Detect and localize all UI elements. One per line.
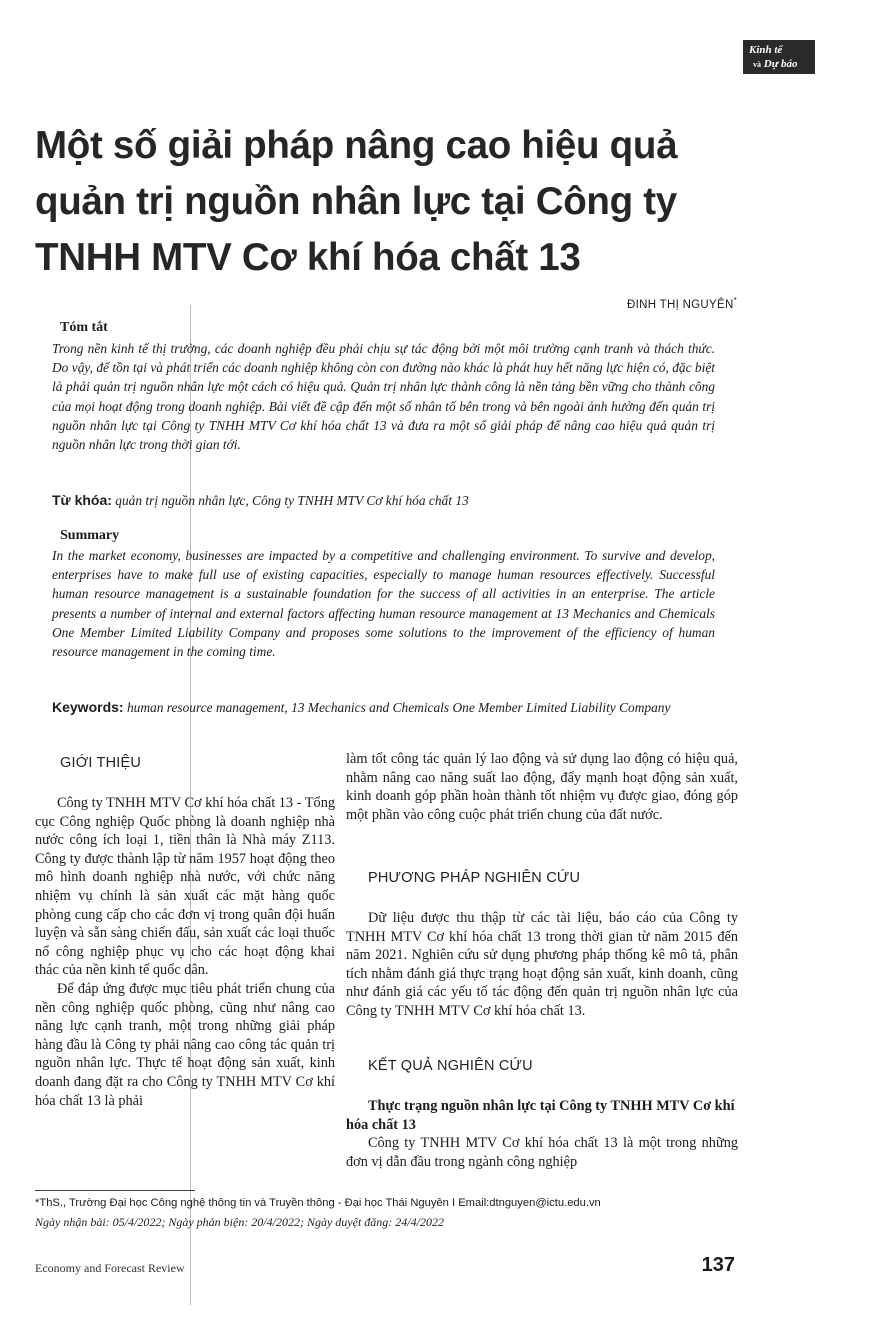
author-name-text: ĐINH THỊ NGUYÊN — [627, 298, 734, 311]
page-number: 137 — [701, 1254, 735, 1276]
keywords-en-label: Keywords: — [52, 699, 124, 715]
footnote — [35, 1194, 755, 1232]
method-paragraph-1: Dữ liệu được thu thập từ các tài liệu, báo cáo của Công ty TNHH MTV Cơ khí hóa chất 13 trong thời gian từ năm 2015 đến năm 2021. Nghiên cứu sử dụng phương pháp thống kê mô tả, phân tích nhằm đánh giá thực trạng hoạt động sản xuất, kinh doanh, cũng như đánh giá các yếu tố tác động đến quản trị nguồn nhân lực của Công ty TNHH MTV Cơ khí hóa chất 13. — [346, 910, 738, 1019]
results-column — [346, 1134, 738, 1171]
right-column-top — [346, 750, 738, 824]
abstract-vi-heading: Tóm tắt — [60, 320, 108, 335]
author-name — [627, 296, 737, 311]
article-title: Một số giải pháp nâng cao hiệu quả quản trị nguồn nhân lực tại Công ty TNHH MTV Cơ khí hóa chất 13 — [35, 124, 678, 279]
journal-logo-badge — [743, 40, 815, 74]
method-heading: PHƯƠNG PHÁP NGHIÊN CỨU — [368, 870, 581, 886]
footnote-dates: Ngày nhận bài: 05/4/2022; Ngày phản biện: 20/4/2022; Ngày duyệt đăng: 24/4/2022 — [35, 1215, 444, 1229]
journal-name: Economy and Forecast Review — [35, 1261, 185, 1275]
results-heading: KẾT QUẢ NGHIÊN CỨU — [368, 1058, 533, 1074]
badge-line-2 — [749, 57, 809, 72]
keywords-vi — [52, 491, 722, 511]
badge-line-2-text: Dự báo — [763, 58, 798, 70]
badge-line-1: Kinh tế — [749, 44, 783, 56]
abstract-en-heading: Summary — [60, 528, 120, 543]
footnote-rule — [35, 1190, 195, 1191]
intro-column — [35, 794, 335, 1110]
author-footnote-mark: * — [733, 296, 737, 305]
intro-paragraph-2: Để đáp ứng được mục tiêu phát triển chung của nền công nghiệp quốc phòng, cũng như nâng cao năng lực cạnh tranh, một trong những giải pháp hàng đầu là Công ty phải nâng cao công tác quản trị nguồn nhân lực. Thực tế hoạt động sản xuất, kinh doanh đang đặt ra cho Công ty TNHH MTV Cơ khí hóa chất 13 là phải — [35, 980, 335, 1109]
footnote-affiliation: *ThS., Trường Đại học Công nghệ thông tin và Truyền thông - Đại học Thái Nguyên I Email:dtnguyen@ictu.edu.vn — [35, 1197, 601, 1209]
intro-heading: GIỚI THIỆU — [60, 755, 142, 771]
results-paragraph-1: Công ty TNHH MTV Cơ khí hóa chất 13 là một trong những đơn vị dẫn đầu trong ngành công nghiệp — [346, 1135, 738, 1170]
abstract-en-text: In the market economy, businesses are impacted by a competitive and challenging environment. To survive and develop, enterprises have to make full use of existing capacities, especially to manage human resources effectively. Successful human resource management is a sustainable foundation for the success of all activities in an enterprise. The article presents a number of internal and external factors affecting human resource management at 13 Mechanics and Chemicals One Member Limited Liability Company and proposes some solutions to the improvement of the efficiency of human resource management in the coming time. — [52, 548, 715, 660]
abstract-vi-text: Trong nền kinh tế thị trường, các doanh nghiệp đều phải chịu sự tác động bởi một môi trường cạnh tranh và thách thức. Do vậy, để tồn tại và phát triển các doanh nghiệp không còn con đường nào khác là phát huy hết năng lực hiện có, đặc biệt là phải quản trị nguồn nhân lực một cách có hiệu quả. Quản trị nhân lực thành công là nền tảng bền vững cho thành công của mọi hoạt động trong doanh nghiệp. Bài viết đề cập đến một số nhân tố bên trong và bên ngoài ảnh hưởng đến quản trị nguồn nhân lực tại Công ty TNHH MTV Cơ khí hóa chất 13 và đưa ra một số giải pháp để nâng cao hiệu quả quản trị nguồn nhân lực trong thời gian tới. — [52, 341, 715, 453]
method-column — [346, 909, 738, 1021]
intro-paragraph-continued: làm tốt công tác quản lý lao động và sử dụng lao động có hiệu quả, nhằm nâng cao năng suất lao động, đẩy mạnh hoạt động sản xuất, kinh doanh góp phần hoàn thành tốt nhiệm vụ được giao, đóng góp một phần vào công cuộc phát triển chung của đất nước. — [346, 751, 738, 823]
keywords-vi-label: Từ khóa: — [52, 492, 112, 508]
badge-conjunction: và — [753, 60, 761, 69]
results-subheading: Thực trạng nguồn nhân lực tại Công ty TNHH MTV Cơ khí hóa chất 13 — [346, 1098, 735, 1133]
keywords-vi-text: quản trị nguồn nhân lực, Công ty TNHH MTV Cơ khí hóa chất 13 — [115, 493, 469, 508]
keywords-en-text: human resource management, 13 Mechanics and Chemicals One Member Limited Liability Company — [126, 700, 671, 715]
intro-paragraph-1: Công ty TNHH MTV Cơ khí hóa chất 13 - Tổng cục Công nghiệp Quốc phòng là doanh nghiệp nhà nước công ích loại 1, tiền thân là Nhà máy Z113. Công ty được thành lập từ năm 1957 hoạt động theo mô hình doanh nghiệp nhà nước, với chức năng nhiệm vụ chính là sản xuất các mặt hàng quốc phòng cung cấp cho các đơn vị trong quân đội huấn luyện và sẵn sàng chiến đấu, sản xuất các loại thuốc nổ công nghiệp phục vụ cho các hoạt động khai thác của nền kinh tế quốc dân. — [35, 795, 335, 979]
keywords-en — [52, 698, 717, 718]
